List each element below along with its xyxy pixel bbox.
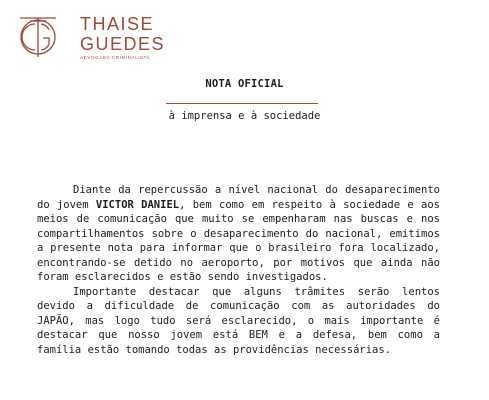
paragraph-1-rest: , bem como em respeito à sociedade e aos meios de comunicação que muito se empenharam nas buscas e nos compartilhamentos sobre o desaparecimento do nacional, emitimos a presente nota para informar que o brasileiro fora localizado, encontrando-se detido no aeroporto, por motivos que ainda não foram esclarecidos e estão sendo investigados. <box>37 198 440 283</box>
document-title: NOTA OFICIAL <box>205 78 284 90</box>
brand-logo <box>16 10 166 64</box>
brand-name-line1: THAISE <box>80 14 155 34</box>
title-divider <box>166 103 318 104</box>
document-subtitle: à imprensa e à sociedade <box>168 110 321 122</box>
person-name: VICTOR DANIEL <box>95 198 180 211</box>
paragraph-1-intro: Diante da repercussão a nível nacional do desaparecimento do jovem <box>37 184 440 211</box>
brand-name-line2: GUEDES <box>80 34 166 54</box>
brand-name <box>80 14 165 60</box>
paragraph-1 <box>37 183 440 285</box>
monogram-tg-icon <box>16 10 60 60</box>
paragraph-2: Importante destacar que alguns trâmites serão lentos devido a dificuldade de comunicação com as autoridades do JAPÃO, mas logo tudo será esclarecido, o mais importante é destacar que nosso jovem está BEM e a defesa, bem como a família estão tomando todas as providências necessárias. <box>37 285 440 356</box>
brand-tagline: ADVOGADA CRIMINALISTA <box>80 55 151 60</box>
document-body <box>37 183 440 357</box>
